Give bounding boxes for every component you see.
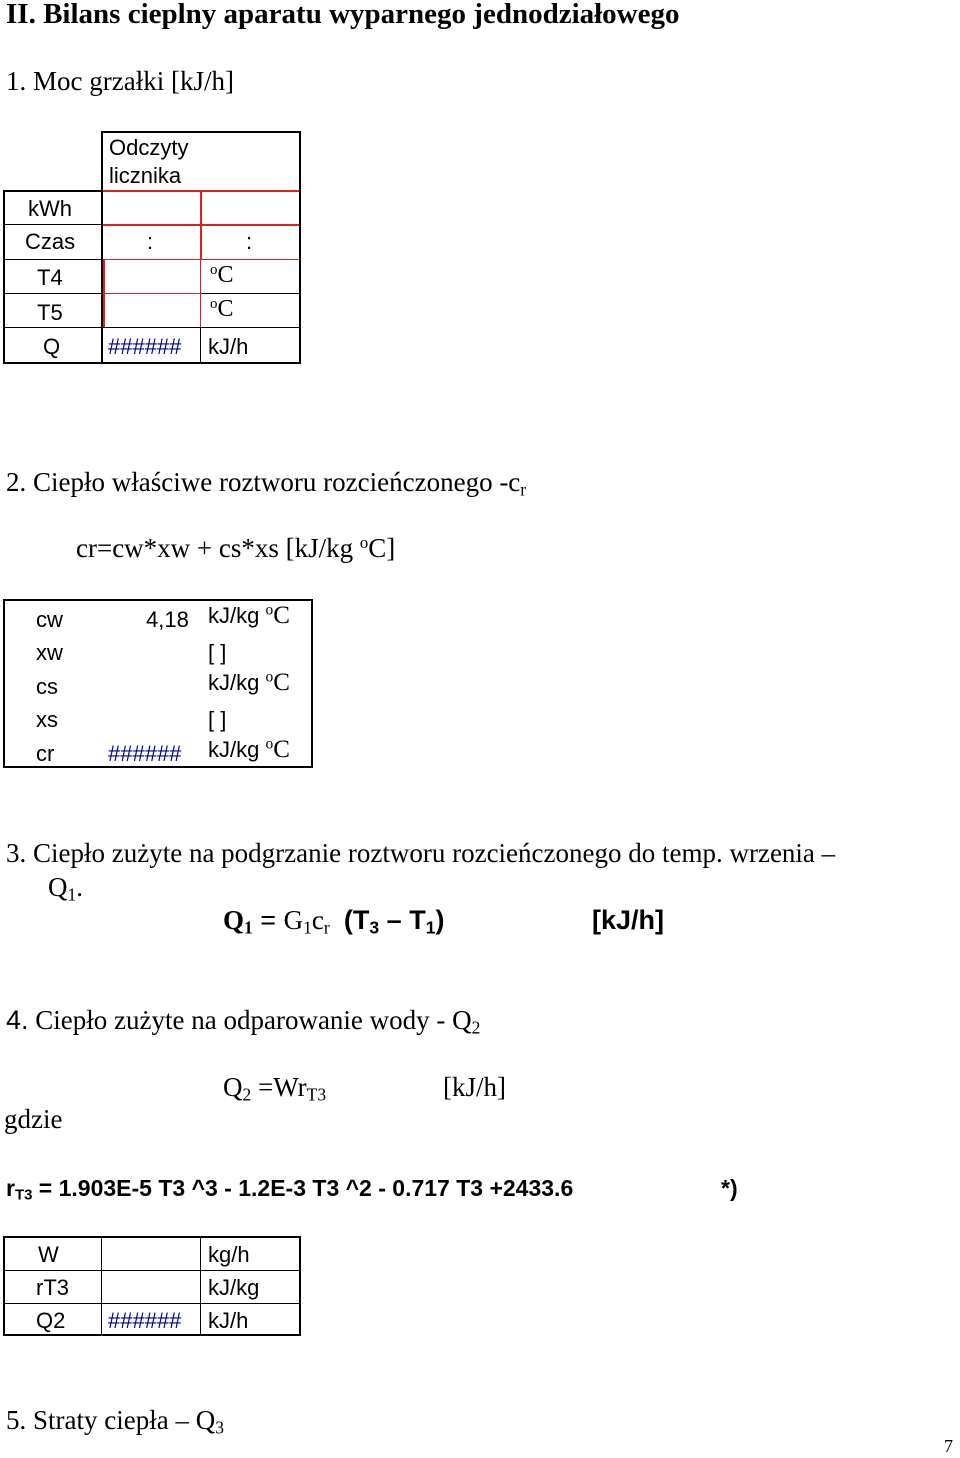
- table2-xs-unit: [ ]: [208, 707, 227, 732]
- table3-rt3-unit: kJ/kg: [208, 1275, 260, 1300]
- table1-header-line2: licznika: [109, 163, 182, 188]
- section3-title: 3. Ciepło zużyte na podgrzanie roztworu rozcieńczonego do temp. wrzenia –: [6, 838, 836, 868]
- table1-label-t5: T5: [37, 300, 63, 325]
- table2-cw-unit: kJ/kg $^o$C: [208, 601, 290, 629]
- section2-formula: cr=cw*xw + cs*xs [kJ/kg $^o$C]: [76, 532, 396, 563]
- table2-label-xw: xw: [36, 640, 63, 665]
- table1-header-line1: Odczyty: [109, 135, 189, 160]
- rt3-equation: $r_{T3} = 1.903E-5$ T3 ^3 - 1.2E-3 T3 ^2 - 0.717 T3 +2433.6: [6, 1175, 574, 1204]
- table2-cw-value: 4,18: [146, 607, 189, 632]
- table1-czas-start[interactable]: :: [147, 229, 154, 254]
- page-number: 7: [944, 1436, 953, 1456]
- section4-formula: $Q_2 =Wr_{T3}$: [223, 1072, 327, 1105]
- section1-title: 1. Moc grzałki [kJ/h]: [6, 66, 234, 96]
- section2-title: 2. Ciepło właściwe roztworu rozcieńczonego $-c_r$: [6, 467, 527, 500]
- section5-title: 5. Straty ciepła – $Q_3$: [6, 1405, 224, 1438]
- table2-label-cr: cr: [36, 741, 55, 766]
- table3-q2-value: ######: [108, 1308, 182, 1333]
- table2-label-cw: cw: [36, 607, 63, 632]
- table2-xw-unit: [ ]: [208, 640, 227, 665]
- table2-cr-value: ######: [108, 741, 182, 766]
- table1-label-kwh: kWh: [28, 196, 72, 221]
- table2-cs-unit: kJ/kg $^o$C: [208, 668, 290, 696]
- section4-unit: [kJ/h]: [443, 1072, 506, 1102]
- table1-q-unit: kJ/h: [208, 334, 249, 359]
- section4-title: 4. Ciepło zużyte na odparowanie wody - $Q_2$: [6, 1005, 481, 1038]
- table2-label-cs: cs: [36, 674, 58, 699]
- section3-formula: $Q_1 = G_1c_r$ $(T_3 - T_1)$: [223, 905, 445, 938]
- table3-label-rt3: rT3: [36, 1275, 69, 1300]
- section4-gdzie: gdzie: [4, 1104, 63, 1134]
- table3-q2-unit: kJ/h: [208, 1308, 249, 1333]
- table1-t5-unit: $^o$C: [210, 295, 234, 322]
- document-heading: II. Bilans cieplny aparatu wyparnego jednodziałowego: [6, 0, 680, 30]
- table1-label-q: Q: [43, 334, 61, 359]
- table1-label-czas: Czas: [25, 229, 76, 254]
- table1-label-t4: T4: [37, 265, 63, 290]
- section3-title-q: $Q_1$.: [48, 872, 84, 905]
- table1-q-value: ######: [108, 334, 182, 359]
- table2-cr-unit: kJ/kg $^o$C: [208, 735, 290, 763]
- section3-unit: [kJ/h]: [592, 905, 665, 935]
- table1-t4-unit: $^o$C: [210, 261, 234, 288]
- table3-w-unit: kg/h: [208, 1242, 250, 1267]
- table2-label-xs: xs: [36, 707, 58, 732]
- table3-label-w: W: [38, 1242, 59, 1267]
- rt3-footnote-mark: *): [721, 1175, 738, 1201]
- table3-label-q2: Q2: [36, 1308, 66, 1333]
- table1-czas-end[interactable]: :: [246, 229, 253, 254]
